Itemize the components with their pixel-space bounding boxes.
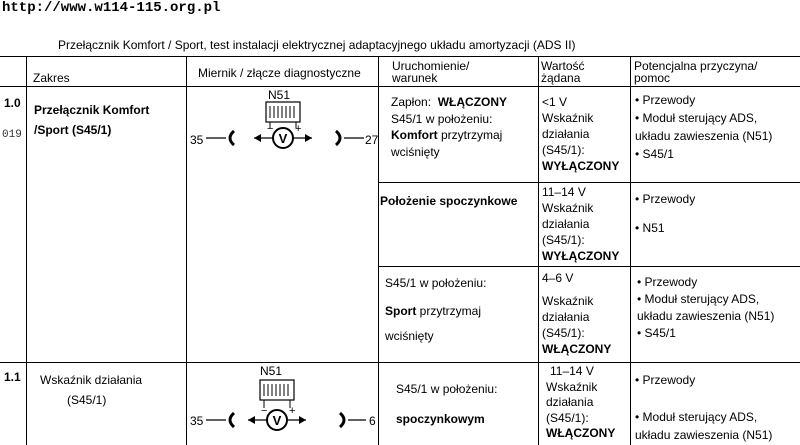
row1-sub3-val-line3: działania bbox=[542, 310, 590, 324]
site-url: http://www.w114-115.org.pl bbox=[2, 0, 221, 16]
connector-box-icon bbox=[266, 102, 300, 122]
row1-sub3-val-line2: Wskaźnik bbox=[542, 294, 594, 308]
row1-sub1-border bbox=[378, 182, 800, 183]
row1-sub3-cause-2: • Moduł sterujący ADS, bbox=[637, 292, 760, 306]
row1-sub3-cause-4: • S45/1 bbox=[637, 326, 676, 340]
header-uruchomienie-line2: warunek bbox=[392, 71, 438, 85]
header-miernik: Miernik / złącze diagnostyczne bbox=[198, 66, 361, 80]
row1-number: 1.0 bbox=[4, 96, 21, 110]
row2-meter-diagram-icon bbox=[204, 378, 368, 434]
row1-pin-right: 27 bbox=[365, 133, 379, 147]
row1-sub1-val-voltage: <1 V bbox=[542, 95, 568, 109]
row1-zakres-line1: Przełącznik Komfort bbox=[34, 103, 150, 117]
page-title: Przełącznik Komfort / Sport, test instalacji elektrycznej adaptacyjnego układu amortyzacji (ADS II) bbox=[58, 38, 576, 52]
row1-sub1-cond-ignition: Zapłon: bbox=[391, 95, 432, 109]
row2-val-line3: działania bbox=[546, 395, 594, 409]
row2-connector-label: N51 bbox=[260, 364, 283, 378]
row1-sub2-val-line4: (S45/1): bbox=[542, 233, 585, 247]
row1-zakres bbox=[34, 100, 149, 140]
row1-sub1-cause-3: układu zawieszenia (N51) bbox=[635, 129, 773, 143]
row1-sub2-border bbox=[378, 266, 800, 267]
row1-sub1-cause-1: • Przewody bbox=[635, 93, 696, 107]
col-divider-2 bbox=[186, 56, 187, 445]
header-bottom-border bbox=[0, 86, 800, 87]
minus-icon: − bbox=[267, 123, 274, 135]
row1-sub1-cond-on: WŁĄCZONY bbox=[437, 95, 508, 109]
row1-pin-left: 35 bbox=[190, 133, 204, 147]
row1-sub2-condition: Położenie spoczynkowe bbox=[380, 194, 518, 208]
header-uruchomienie bbox=[392, 60, 469, 84]
row1-connector-label: N51 bbox=[268, 88, 291, 102]
row1-sub1-cond-komfort: Komfort bbox=[391, 128, 438, 142]
row1-sub2-cause-2: • N51 bbox=[635, 221, 665, 235]
row2-zakres bbox=[40, 370, 142, 410]
row1-sub1-cond-line3 bbox=[391, 127, 507, 144]
row2-pin-left: 35 bbox=[190, 414, 204, 428]
row1-sub1-cause-2: • Moduł sterujący ADS, bbox=[635, 111, 758, 125]
row1-sub3-cond-line2 bbox=[385, 304, 481, 319]
row1-sub1-cond-line2: S45/1 w położeniu: bbox=[391, 111, 493, 126]
row1-sub3-cause-3: układu zawieszenia (N51) bbox=[637, 309, 775, 323]
connector-box-icon bbox=[260, 380, 294, 400]
row1-sub1-cond-hold: przytrzymaj bbox=[437, 128, 503, 142]
row1-sub3-causes bbox=[637, 274, 774, 342]
row2-cause-3: układu zawieszenia (N51) bbox=[635, 428, 773, 442]
side-glyph: 019 bbox=[2, 129, 22, 141]
row1-sub1-causes bbox=[635, 91, 772, 163]
minus-icon: − bbox=[261, 405, 268, 417]
row1-sub3-cond-line1: S45/1 w położeniu: bbox=[385, 276, 487, 290]
row2-number: 1.1 bbox=[4, 370, 21, 384]
row1-sub1-cond-line4: wciśnięty bbox=[391, 144, 440, 159]
header-wartosc-line1: Wartość bbox=[541, 59, 585, 73]
header-przyczyna bbox=[634, 60, 757, 84]
header-uruchomienie-line1: Uruchomienie/ bbox=[392, 59, 470, 73]
row1-bottom-border bbox=[0, 362, 800, 363]
row2-cond-line1: S45/1 w położeniu: bbox=[396, 382, 498, 396]
row2-cond-line2: spoczynkowym bbox=[396, 412, 485, 426]
row2-causes bbox=[635, 408, 772, 444]
col-divider-4 bbox=[538, 56, 539, 445]
row2-val-line4: (S45/1): bbox=[546, 410, 589, 425]
row1-sub2-cause-1: • Przewody bbox=[635, 192, 696, 206]
row1-sub3-val-state: WŁĄCZONY bbox=[542, 342, 612, 356]
col-divider-3 bbox=[378, 56, 379, 445]
row1-sub2-val-voltage: 11–14 V bbox=[542, 185, 586, 199]
row1-sub3-val-line4: (S45/1): bbox=[542, 326, 585, 340]
row2-value bbox=[546, 364, 615, 442]
row1-sub3-value bbox=[542, 270, 611, 357]
col-divider-5 bbox=[630, 56, 631, 445]
header-zakres: Zakres bbox=[33, 71, 70, 85]
row1-sub1-cause-4: • S45/1 bbox=[635, 147, 674, 161]
plus-icon: + bbox=[289, 405, 296, 417]
row1-sub1-val-line4: (S45/1): bbox=[542, 143, 585, 157]
row1-sub1-value bbox=[542, 94, 619, 174]
row2-zakres-line1: Wskaźnik działania bbox=[40, 373, 143, 387]
row2-meter-letter: V bbox=[272, 413, 282, 428]
row1-sub3-cond-line3: wciśnięty bbox=[385, 329, 434, 343]
row1-meter-letter: V bbox=[278, 131, 288, 146]
row1-sub2-value bbox=[542, 184, 619, 264]
row1-sub2-val-state: WYŁĄCZONY bbox=[542, 249, 620, 263]
header-przyczyna-line2: pomoc bbox=[634, 71, 671, 85]
row1-meter-diagram-icon bbox=[204, 100, 366, 152]
table-top-border bbox=[0, 56, 800, 57]
row1-zakres-line2: /Sport (S45/1) bbox=[34, 123, 112, 137]
row1-sub3-cond-sport: Sport bbox=[385, 304, 417, 318]
row1-sub2-val-line3: działania bbox=[542, 217, 590, 231]
row1-sub3-cond-hold: przytrzymaj bbox=[416, 304, 482, 318]
header-wartosc-line2: żądana bbox=[541, 71, 581, 85]
plus-icon: + bbox=[295, 123, 302, 135]
row1-sub1-val-line3: działania bbox=[542, 127, 590, 141]
row2-cause-1: • Przewody bbox=[635, 373, 696, 387]
row1-sub2-val-line2: Wskaźnik bbox=[542, 201, 594, 215]
row2-val-line2: Wskaźnik bbox=[546, 379, 598, 394]
row1-sub1-val-line2: Wskaźnik bbox=[542, 111, 594, 125]
row2-pin-right: 6 bbox=[369, 414, 376, 428]
col-divider-1 bbox=[26, 56, 27, 445]
row2-val-voltage: 11–14 V bbox=[550, 364, 594, 378]
row1-sub1-condition bbox=[391, 94, 507, 160]
row2-cause-2: • Moduł sterujący ADS, bbox=[635, 410, 758, 424]
row2-val-state: WŁĄCZONY bbox=[546, 426, 616, 440]
header-przyczyna-line1: Potencjalna przyczyna/ bbox=[634, 59, 758, 73]
header-wartosc bbox=[541, 60, 585, 84]
row1-sub3-val-voltage: 4–6 V bbox=[542, 271, 574, 285]
row1-sub3-cause-1: • Przewody bbox=[637, 275, 698, 289]
row1-sub1-val-state: WYŁĄCZONY bbox=[542, 159, 620, 173]
row2-zakres-line2: (S45/1) bbox=[67, 393, 107, 407]
row1-sub1-cond-line1 bbox=[391, 94, 507, 111]
